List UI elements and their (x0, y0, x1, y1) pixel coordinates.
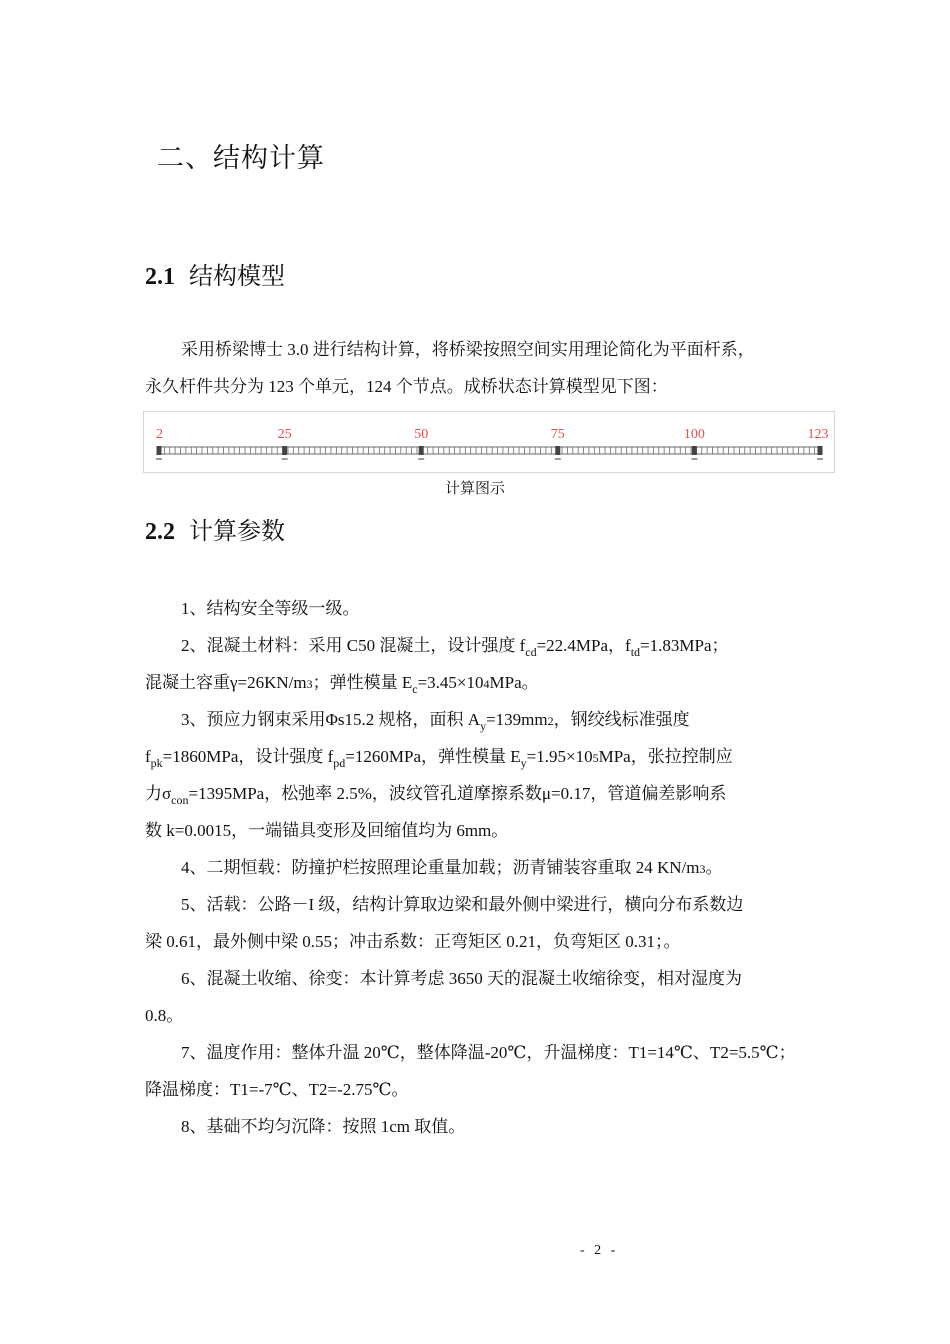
subscript: cd (525, 645, 537, 659)
param-3-line3 (145, 779, 727, 807)
param-5-line1: 5、活载：公路－I 级，结构计算取边梁和最外侧中梁进行，横向分布系数边 (181, 895, 744, 914)
node-label: 50 (414, 427, 429, 442)
param-6-line2: 0.8。 (145, 1006, 184, 1025)
subscript: y (520, 756, 527, 770)
text: 2、混凝土材料：采用 C50 混凝土，设计强度 f (181, 636, 526, 655)
param-3-line1 (181, 705, 690, 733)
node-label: 100 (683, 427, 705, 442)
subscript: y (480, 719, 487, 733)
heading-2-2-number: 2.2 (145, 519, 175, 545)
heading-2-1-title: 结构模型 (189, 264, 285, 290)
node-label: 75 (550, 427, 565, 442)
param-2-line2 (145, 668, 539, 696)
node-label: 2 (156, 427, 163, 442)
text: =3.45×10 (417, 673, 484, 692)
text: ；弹性模量 E (312, 673, 413, 692)
support-block (282, 446, 287, 455)
structure-model-figure (143, 411, 835, 473)
param-3-line4: 数 k=0.0015，一端锚具变形及回缩值均为 6mm。 (145, 821, 509, 840)
text: 混凝土容重γ=26KN/m (145, 673, 307, 692)
support-block (555, 446, 560, 455)
text: 4、二期恒载：防撞护栏按照理论重量加载；沥青铺装容重取 24 KN/m (181, 858, 700, 877)
superscript: 3 (306, 677, 313, 691)
subscript: con (171, 793, 189, 807)
text: =22.4MPa，f (536, 636, 631, 655)
param-4 (181, 853, 723, 878)
support-block (818, 446, 823, 455)
param-7-line2: 降温梯度：T1=-7℃、T2=-2.75℃。 (145, 1080, 409, 1099)
figure-caption: 计算图示 (444, 481, 505, 497)
param-2-line1 (181, 631, 729, 659)
param-5-line2: 梁 0.61，最外侧中梁 0.55；冲击系数：正弯矩区 0.21，负弯矩区 0.31；。 (145, 932, 681, 951)
subscript: pd (333, 756, 346, 770)
superscript: 3 (699, 862, 706, 876)
param-6-line1: 6、混凝土收缩、徐变：本计算考虑 3650 天的混凝土收缩徐变，相对湿度为 (181, 969, 742, 988)
text: 3、预应力钢束采用Φs15.2 规格，面积 A (181, 710, 481, 729)
text: f (145, 747, 151, 766)
text: ，钢绞线标准强度 (553, 710, 690, 729)
superscript: 5 (592, 751, 599, 765)
support-block (157, 446, 162, 455)
node-label: 25 (277, 427, 292, 442)
param-7-line1: 7、温度作用：整体升温 20℃，整体降温-20℃，升温梯度：T1=14℃、T2=5.5℃； (181, 1043, 796, 1062)
param-8: 8、基础不均匀沉降：按照 1cm 取值。 (181, 1117, 466, 1136)
text: MPa，张拉控制应 (598, 747, 733, 766)
heading-2-1-number: 2.1 (145, 264, 175, 290)
subscript: td (630, 645, 641, 659)
superscript: 4 (483, 677, 490, 691)
text: MPa。 (489, 673, 539, 692)
text: 。 (705, 858, 723, 877)
text: =1.83MPa； (640, 636, 729, 655)
text: =139mm (486, 710, 548, 729)
support-block (692, 446, 697, 455)
page-number: - 2 - (580, 1243, 619, 1258)
s21-para-line1: 采用桥梁博士 3.0 进行结构计算，将桥梁按照空间实用理论简化为平面杆系， (181, 340, 755, 359)
node-label: 123 (807, 427, 829, 442)
section-title: 二、结构计算 (157, 143, 325, 173)
s21-para-line2: 永久杆件共分为 123 个单元，124 个节点。成桥状态计算模型见下图： (145, 377, 668, 396)
structure-model-svg (144, 412, 834, 472)
param-1: 1、结构安全等级一级。 (181, 599, 360, 618)
heading-2-2 (145, 511, 285, 546)
heading-2-2-title: 计算参数 (189, 519, 285, 545)
subscript: c (412, 682, 418, 696)
superscript: 2 (547, 714, 554, 728)
param-3-line2 (145, 742, 733, 770)
support-block (419, 446, 424, 455)
text: =1260MPa，弹性模量 E (345, 747, 521, 766)
subscript: pk (150, 756, 163, 770)
text: 力σ (145, 784, 172, 803)
text: =1.95×10 (526, 747, 593, 766)
text: =1395MPa，松弛率 2.5%，波纹管孔道摩擦系数μ=0.17，管道偏差影响系 (188, 784, 727, 803)
text: =1860MPa，设计强度 f (162, 747, 334, 766)
heading-2-1 (145, 256, 285, 291)
